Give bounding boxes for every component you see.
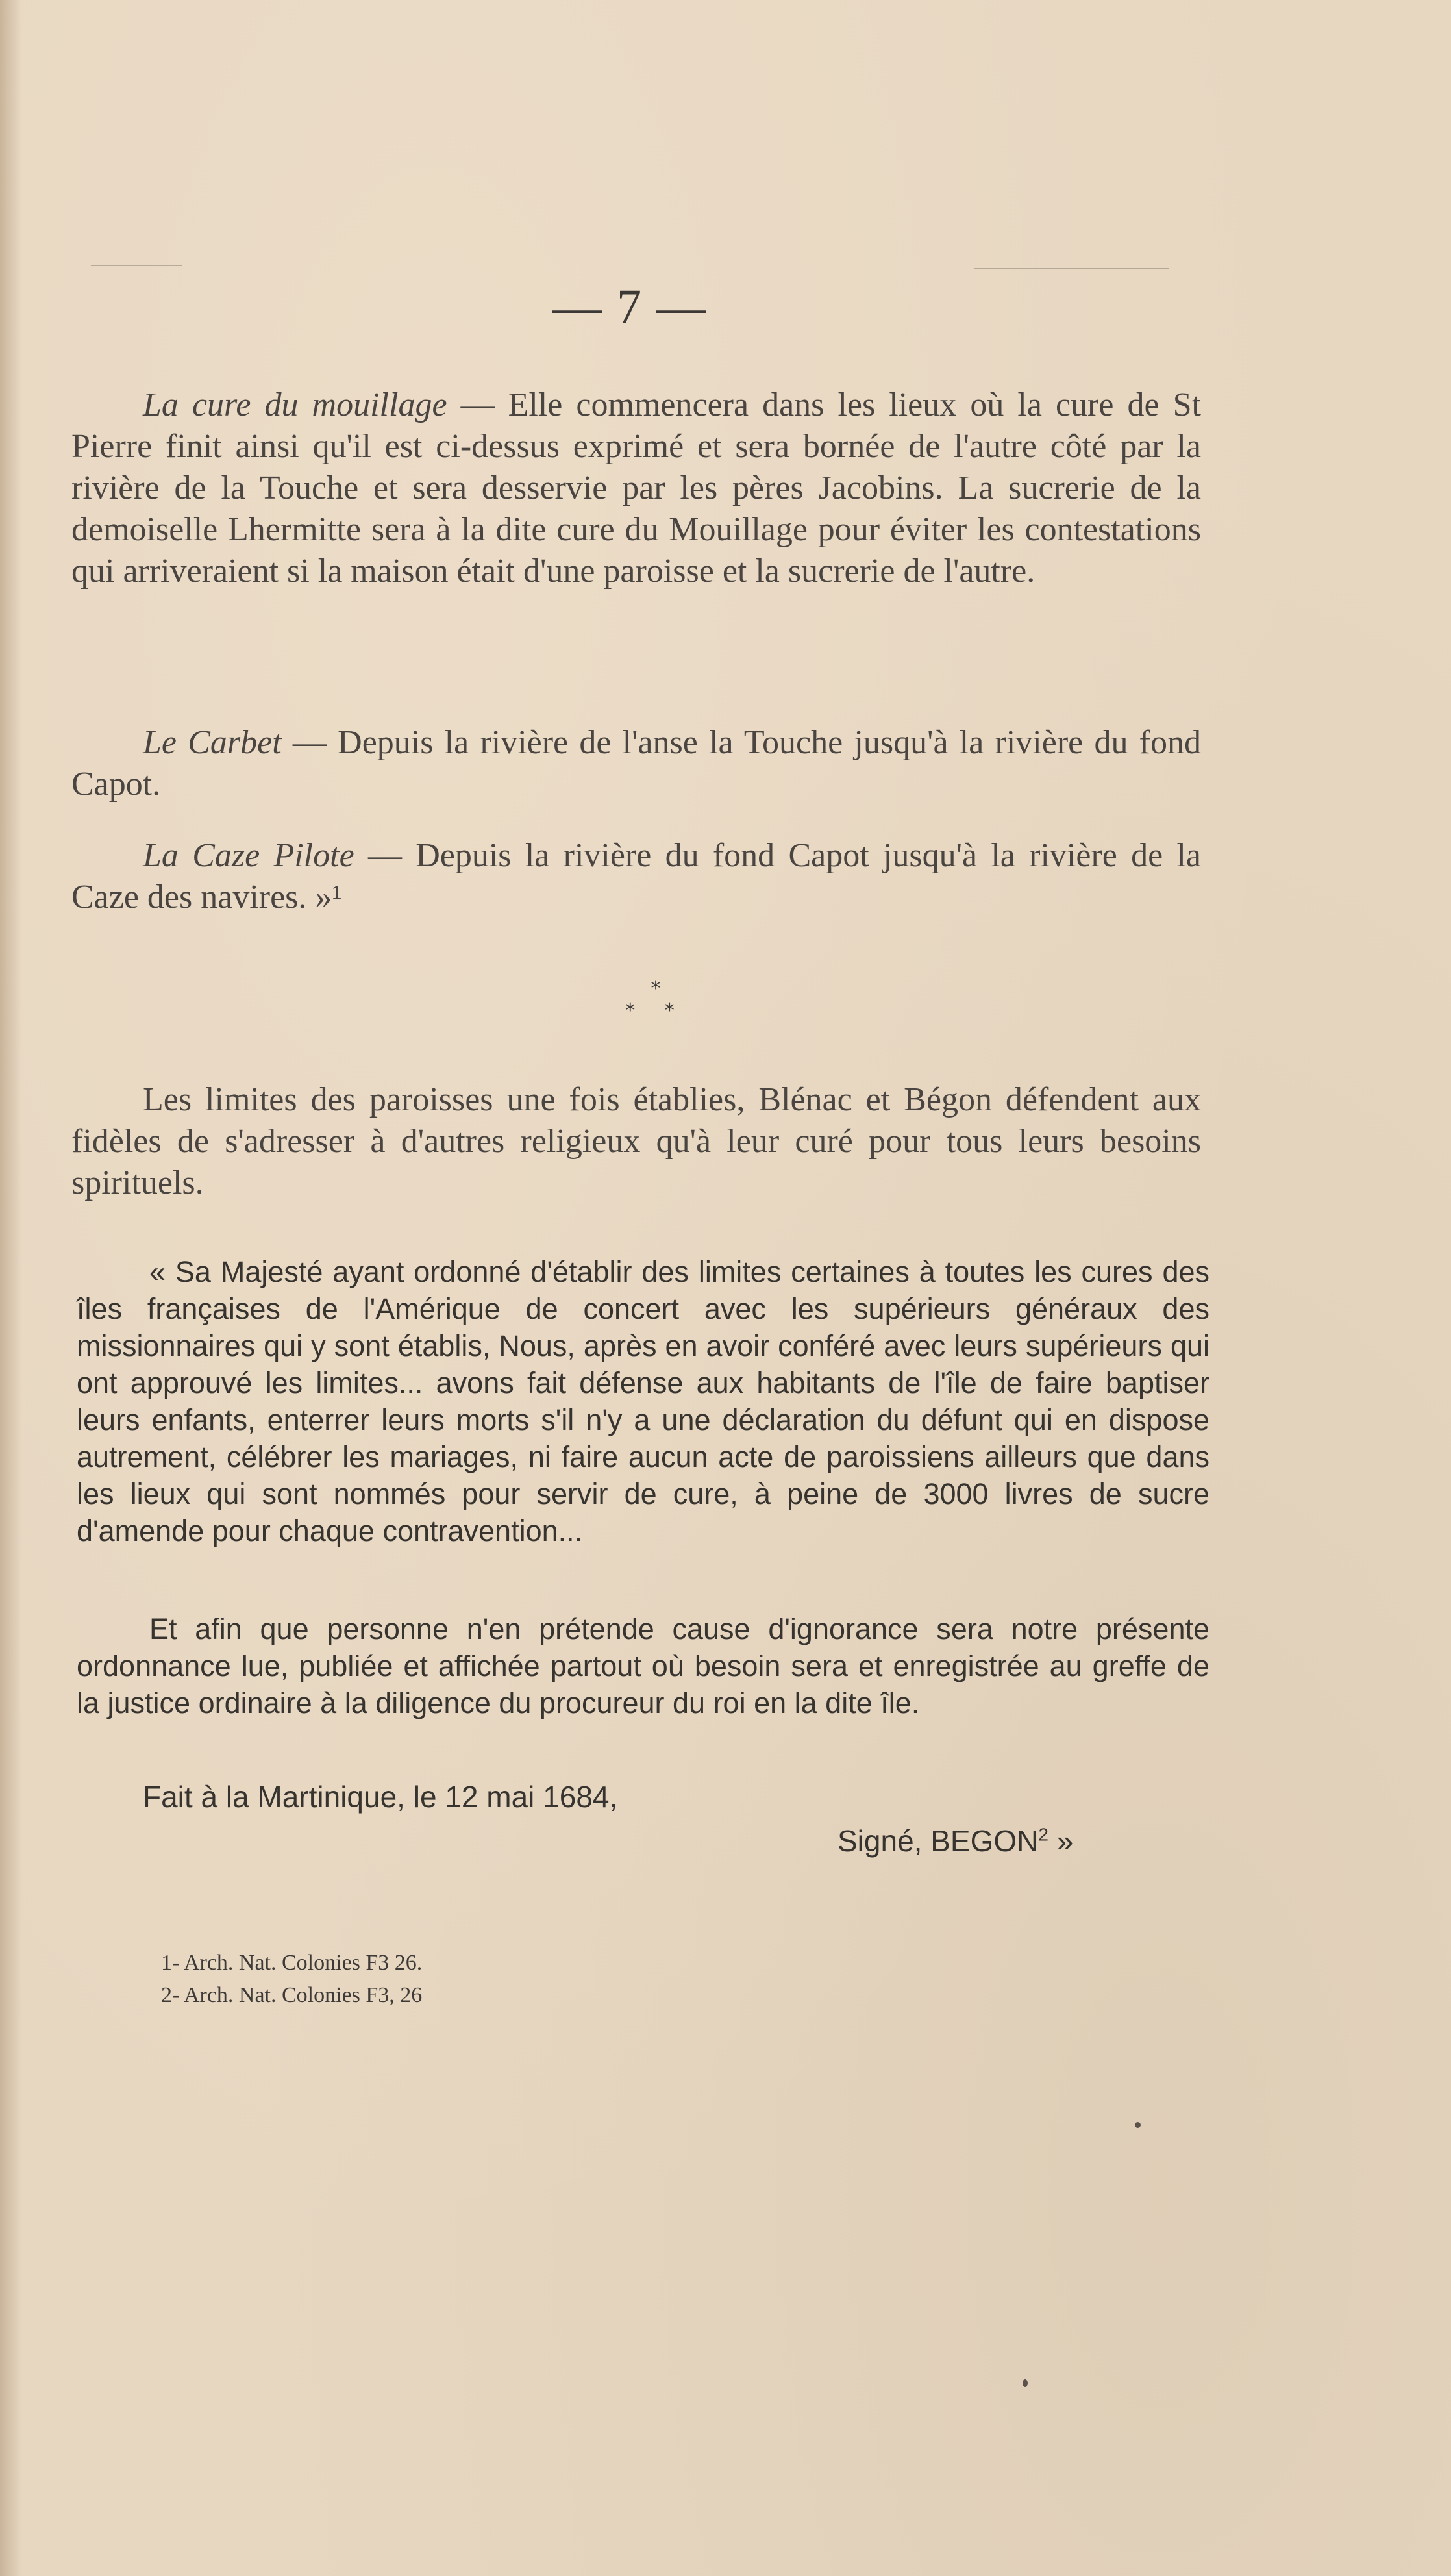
paragraph-text: — Elle commencera dans les lieux où la cure de St Pierre finit ainsi qu'il est ci-dessus exprimé et sera bornée de l'autre côté par la rivière de la Touche et sera desservie par les pères Jacobins. La sucrerie de la demoiselle Lhermitte sera à la dite cure du Mouillage pour éviter les contestations qui arriveraient si la maison était d'une paroisse et la sucrerie de l'autre. <box>71 386 1201 590</box>
top-rule-left <box>91 265 182 266</box>
paragraph-carbet <box>71 722 1201 805</box>
footnotes <box>161 1947 422 2012</box>
paragraph-lead: Le Carbet <box>143 724 282 761</box>
asterism-bottom: * * <box>625 999 686 1022</box>
place-date-line: Fait à la Martinique, le 12 mai 1684, <box>143 1780 618 1814</box>
paragraph-lead: La cure du mouillage <box>143 386 447 423</box>
paper-speck <box>1023 2379 1028 2387</box>
top-rule-right <box>974 268 1169 269</box>
signature-label: Signé, BEGON <box>837 1824 1039 1858</box>
footnote-item: 2- Arch. Nat. Colonies F3, 26 <box>161 1983 423 2007</box>
paragraph-text: — Depuis la rivière du fond Capot jusqu'à la rivière de la Caze des navires. »¹ <box>71 837 1202 916</box>
paragraph-limites: Les limites des paroisses une fois établies, Blénac et Bégon défendent aux fidèles de s'adresser à d'autres religieux qu'à leur curé pour tous leurs besoins spirituels. <box>71 1081 1201 1201</box>
paragraph-caze-pilote <box>71 835 1201 918</box>
paper-speck <box>1135 2122 1141 2128</box>
paragraph-text: — Depuis la rivière de l'anse la Touche jusqu'à la rivière du fond Capot. <box>71 724 1202 803</box>
page-edge-shadow <box>0 0 22 2576</box>
paragraph-cure-mouillage <box>71 384 1201 592</box>
decree-text-part1: « Sa Majesté ayant ordonné d'établir des limites certaines à toutes les cures des îles françaises de l'Amérique de concert avec les supérieurs généraux des missionnaires qui y sont établis, Nous, après en avoir conféré avec leurs supérieurs qui ont approuvé les limites... avons fait défense aux habitants de l'île de faire baptiser leurs enfants, enterrer leurs morts s'il n'y a une déclaration du défunt qui en dispose autrement, célébrer les mariages, ni faire aucun acte de paroissiens ailleurs que dans les lieux qui sont nommés pour servir de cure, à peine de 3000 livres de sucre d'amende pour chaque contravention... <box>77 1255 1209 1547</box>
page-number: — 7 — <box>552 280 707 334</box>
footnote-item: 1- Arch. Nat. Colonies F3 26. <box>161 1951 423 1975</box>
section-asterism <box>0 978 1311 1022</box>
footnote-marker: 2 <box>1038 1824 1048 1845</box>
quote-close: » <box>1048 1824 1074 1858</box>
decree-text-part2: Et afin que personne n'en prétende cause d'ignorance sera notre présente ordonnance lue, publiée et affichée partout où besoin sera et enregistrée au greffe de la justice ordinaire à la diligence du procureur du roi en la dite île. <box>77 1612 1209 1719</box>
asterism-top: * <box>651 977 661 1000</box>
signature-line <box>837 1823 1073 1858</box>
paragraph-lead: La Caze Pilote <box>143 837 354 874</box>
